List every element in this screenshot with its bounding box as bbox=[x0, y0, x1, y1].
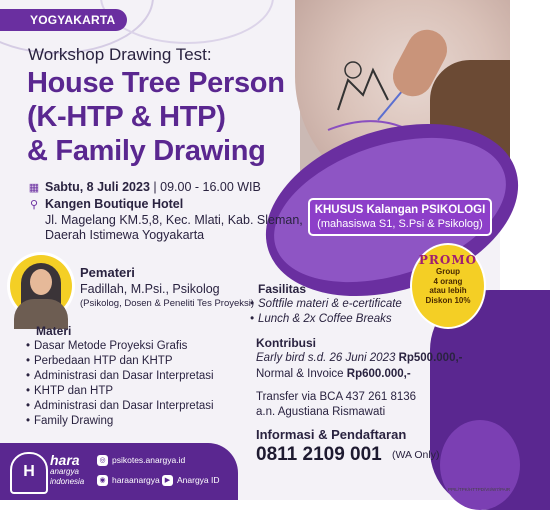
instagram-text: haraanargya bbox=[112, 475, 160, 485]
list-item: • Administrasi dan Dasar Interpretasi bbox=[26, 369, 214, 384]
registration-label: Informasi & Pendaftaran bbox=[256, 427, 407, 442]
promo-line: Diskon 10% bbox=[425, 295, 471, 305]
event-subtitle: Workshop Drawing Test: bbox=[28, 45, 212, 64]
early-bird-text: Early bird s.d. 26 Juni 2023 bbox=[256, 352, 399, 364]
logo-icon: H bbox=[10, 452, 48, 494]
logo-text: hara bbox=[50, 452, 80, 468]
list-item: • Softfile materi & e-certificate bbox=[250, 297, 402, 312]
transfer-holder: a.n. Agustiana Rismawati bbox=[256, 406, 386, 418]
audience-banner bbox=[310, 200, 490, 234]
registration-phone[interactable]: 0811 2109 001 bbox=[256, 444, 382, 465]
list-item: • Perbedaan HTP dan KHTP bbox=[26, 354, 214, 369]
list-item-cont: KHTP dan HTP bbox=[34, 385, 114, 397]
fasilitas-list bbox=[250, 297, 402, 327]
early-bird-price bbox=[256, 352, 463, 364]
youtube-icon: ▶ bbox=[162, 475, 173, 486]
list-item: • Lunch & 2x Coffee Breaks bbox=[250, 312, 402, 327]
list-item: • Administrasi dan Dasar Interpretasi bbox=[26, 399, 214, 414]
globe-icon: ◎ bbox=[97, 455, 108, 466]
date-text: Sabtu, 8 Juli 2023 bbox=[45, 180, 150, 194]
promo-line: 4 orang bbox=[433, 276, 463, 286]
speaker-avatar bbox=[10, 255, 72, 317]
normal-price bbox=[256, 368, 411, 380]
event-venue bbox=[28, 197, 183, 211]
logo-text: anargya bbox=[50, 467, 79, 476]
instagram-icon: ◉ bbox=[97, 475, 108, 486]
reference-code: PPIL/TPK/HTTPD/VII/W7/PAIR bbox=[448, 487, 511, 492]
list-item-cont: Family Drawing bbox=[34, 415, 114, 427]
kontribusi-label: Kontribusi bbox=[256, 336, 316, 350]
speaker-role: (Psikolog, Dosen & Peneliti Tes Proyeksi) bbox=[80, 298, 255, 309]
promo-title: PROMO bbox=[418, 253, 478, 267]
normal-text: Normal & Invoice bbox=[256, 368, 347, 380]
location-pin-icon: ⚲ bbox=[29, 199, 39, 211]
event-date bbox=[28, 180, 261, 194]
venue-name: Kangen Boutique Hotel bbox=[45, 197, 184, 211]
list-item bbox=[26, 414, 214, 429]
normal-amount: Rp600.000,- bbox=[346, 368, 411, 380]
title-line: (K-HTP & HTP) bbox=[27, 101, 226, 133]
title-line: House Tree Person bbox=[27, 67, 285, 99]
avatar-face bbox=[30, 269, 52, 295]
address-line: Daerah Istimewa Yogyakarta bbox=[45, 228, 205, 242]
audience-title: KHUSUS Kalangan PSIKOLOGI bbox=[314, 204, 486, 216]
logo-text: indonesia bbox=[50, 477, 85, 486]
materi-label: Materi bbox=[36, 324, 72, 338]
promo-line: atau lebih bbox=[429, 286, 467, 295]
early-bird-amount: Rp500.000,- bbox=[398, 352, 463, 364]
event-title bbox=[27, 66, 285, 168]
website-text: psikotes.anargya.id bbox=[112, 455, 186, 465]
address-line: Jl. Magelang KM.5,8, Kec. Mlati, Kab. Sleman, bbox=[45, 213, 303, 227]
speaker-name: Fadillah, M.Psi., Psikolog bbox=[80, 282, 220, 296]
youtube-text: Anargya ID bbox=[177, 475, 220, 485]
youtube-link[interactable] bbox=[162, 475, 220, 486]
fasilitas-label: Fasilitas bbox=[258, 282, 307, 296]
speaker-label: Pemateri bbox=[80, 265, 135, 280]
promo-line: Group bbox=[436, 267, 460, 276]
whatsapp-note: (WA Only) bbox=[392, 449, 440, 461]
instagram-link[interactable] bbox=[97, 475, 160, 486]
transfer-account: Transfer via BCA 437 261 8136 bbox=[256, 391, 417, 403]
list-item: • Dasar Metode Proyeksi Grafis bbox=[26, 339, 214, 354]
time-text: | 09.00 - 16.00 WIB bbox=[149, 180, 261, 194]
city-badge: YOGYAKARTA bbox=[0, 9, 127, 31]
list-item bbox=[26, 384, 214, 399]
audience-subtitle: (mahasiswa S1, S.Psi & Psikolog) bbox=[317, 218, 483, 230]
promo-badge bbox=[412, 245, 484, 327]
title-line: & Family Drawing bbox=[27, 135, 266, 167]
decor-shape bbox=[440, 420, 520, 510]
calendar-icon: ▦ bbox=[28, 182, 40, 194]
materi-list bbox=[26, 339, 214, 429]
website-link[interactable] bbox=[97, 455, 185, 466]
